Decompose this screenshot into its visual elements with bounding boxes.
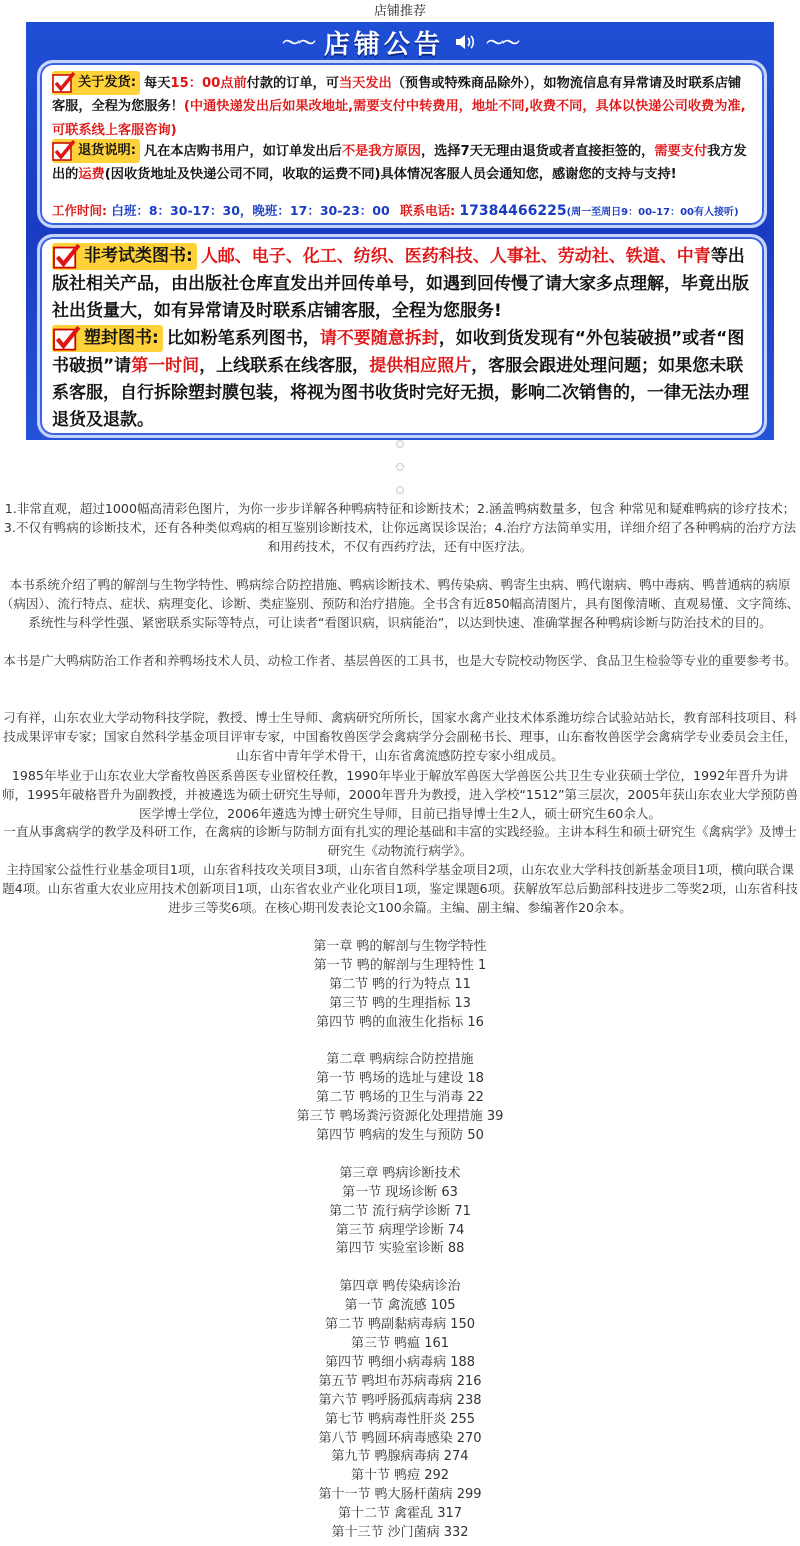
toc-section: 第六节 鸭呼肠孤病毒病 238	[318, 1392, 482, 1408]
toc-chapter: 第二章 鸭病综合防控措施	[326, 1052, 474, 1068]
shrinkwrap-books-paragraph: 塑封图书: 比如粉笔系列图书，请不要随意拆封，如收到货发现有“外包装破损”或者“图书破损”请第一时间，上线联系在线客服，提供相应照片，客服会跟进处理问题；如果您未联系客服，自行拆除塑封膜包装，将视为图书收货时完好无损，影响二次销售的，一律无法办理退货及退款。	[52, 325, 754, 434]
features-text: 1.非常直观，超过1000幅高清彩色图片，为你一步步详解各种鸭病特征和诊断技术；2.涵盖鸭病数量多，包含 种常见和疑难鸭病的诊疗技术；3.不仅有鸭病的诊断技术，还有各种类似鸡病的相互鉴别诊断技术，让你远离误诊误治；4.治疗方法简单实用，详细介绍了各种鸭病的治疗方法和用药技术，不仅有西药疗法，还有中医疗法。	[3, 501, 797, 554]
checkmark-icon	[52, 326, 82, 352]
author-career-text: 1985年毕业于山东农业大学畜牧兽医系兽医专业留校任教，1990年毕业于解放军兽医大学兽医公共卫生专业获硕士学位，1992年晋升为讲师，1995年破格晋升为副教授，并被遴选为硕士研究生导师，2000年晋升为教授，进入学校“1512”第三层次，2005年获山东农业大学预防兽医学博士学位，2006年遴选为博士研究生导师，目前已指导博士生2人，硕士研究生60余人。	[1, 768, 799, 821]
toc-section: 第三节 鸭场粪污资源化处理措施 39	[296, 1109, 504, 1125]
toc-section: 第二节 流行病学诊断 71	[329, 1203, 471, 1219]
shrinkwrap-tag: 塑封图书:	[52, 325, 163, 352]
intro-text: 本书系统介绍了鸭的解剖与生物学特性、鸭病综合防控措施、鸭病诊断技术、鸭传染病、鸭寄生虫病、鸭代谢病、鸭中毒病、鸭普通病的病原（病因）、流行特点、症状、病理变化、诊断、类症鉴别、预防和治疗措施。全书含有近850幅高清图片，具有图像清晰、直观易懂、文字简练、系统性与科学性强、紧密联系实际等特点，可让读者“看图识病，识病能治”，以达到快速、准确掌握各种鸭病诊断与防治技术的目的。	[0, 577, 800, 630]
toc-section: 第四节 鸭细小病毒病 188	[324, 1354, 476, 1370]
banner-title: 店铺公告	[323, 29, 444, 60]
toc-section: 第四节 鸭的血液生化指标 16	[316, 1014, 484, 1030]
book-policy-card	[37, 234, 767, 438]
toc-section: 第七节 鸭病毒性肝炎 255	[324, 1411, 476, 1427]
nonexam-tag: 非考试类图书:	[52, 243, 197, 270]
speaker-icon	[454, 32, 476, 52]
toc-section: 第一节 鸭的解剖与生理特性 1	[313, 957, 487, 973]
toc-section: 第四节 鸭病的发生与预防 50	[316, 1128, 484, 1144]
toc-section: 第五节 鸭坦布苏病毒病 216	[318, 1373, 482, 1389]
checkmark-icon	[52, 72, 76, 94]
toc-section: 第一节 鸭场的选址与建设 18	[316, 1071, 484, 1087]
toc-section: 第二节 鸭的行为特点 11	[329, 976, 471, 992]
toc-section: 第三节 病理学诊断 74	[335, 1222, 465, 1238]
toc-section: 第十节 鸭痘 292	[350, 1468, 450, 1484]
table-of-contents	[0, 938, 800, 1543]
toc-section: 第三节 鸭的生理指标 13	[329, 995, 471, 1011]
author-teaching-text: 一直从事禽病学的教学及科研工作，在禽病的诊断与防制方面有扎实的理论基础和丰富的实践经验。主讲本科生和硕士研究生《禽病学》及博士研究生《动物流行病学》。	[3, 824, 797, 858]
toc-section: 第十三节 沙门菌病 332	[331, 1525, 469, 1541]
store-announcement-banner	[26, 22, 774, 440]
divider-dots	[396, 440, 404, 509]
phone-number: 17384466225	[459, 203, 567, 219]
checkmark-icon	[52, 244, 82, 270]
wave-decoration-icon: 〜〜	[281, 33, 314, 54]
page-title: 店铺推荐	[373, 4, 426, 19]
toc-chapter: 第四章 鸭传染病诊治	[339, 1279, 461, 1295]
checkmark-icon	[52, 140, 76, 162]
audience-text: 本书是广大鸭病防治工作者和养鸭场技术人员、动检工作者、基层兽医的工具书，也是大专院校动物医学、食品卫生检验等专业的重要参考书。	[3, 653, 797, 668]
author-research-text: 主持国家公益性行业基金项目1项，山东省科技攻关项目3项，山东省自然科学基金项目2项，山东农业大学科技创新基金项目1项，横向联合课题4项。山东省重大农业应用技术创新项目1项，山东省农业产业化项目1项，鉴定课题6项。获解放军总后勤部科技进步二等奖2项，山东省科技进步三等奖6项。在核心期刊发表论文100余篇。主编、副主编、参编著作20余本。	[2, 862, 798, 915]
toc-chapter: 第一章 鸭的解剖与生物学特性	[313, 939, 487, 954]
shipping-paragraph: 关于发货: 每天15：00点前付款的订单，可当天发出（预售或特殊商品除外），如物流信息有异常请及时联系店铺客服，全程为您服务！(中通快递发出后如果改地址,需要支付中转费用，地址不同,收费不同，具体以快递公司收费为准,可联系线上客服咨询)	[52, 71, 754, 142]
toc-section: 第四节 实验室诊断 88	[335, 1241, 465, 1257]
toc-section: 第十二节 禽霍乱 317	[337, 1506, 463, 1522]
shipping-tag: 关于发货:	[52, 71, 140, 95]
toc-section: 第三节 鸭瘟 161	[350, 1335, 450, 1351]
toc-section: 第二节 鸭场的卫生与消毒 22	[316, 1090, 484, 1106]
nonexam-books-paragraph: 非考试类图书: 人邮、电子、化工、纺织、医药科技、人事社、劳动社、铁道、中青等出版社相关产品，由出版社仓库直发出并回传单号，如遇到回传慢了请大家多点理解，毕竟出版社出货量大，如有异常请及时联系店铺客服，全程为您服务!	[52, 243, 754, 325]
toc-section: 第一节 禽流感 105	[344, 1298, 456, 1314]
author-bio-text: 刁有祥，山东农业大学动物科技学院，教授、博士生导师、禽病研究所所长，国家水禽产业技术体系潍坊综合试验站站长，教育部科技项目、科技成果评审专家；国家自然科学基金项目评审专家，中国畜牧兽医学会禽病学分会副秘书长、理事，山东畜牧兽医学会禽病学专业委员会主任，山东省中青年学术骨干，山东省禽流感防控专家小组成员。	[3, 710, 797, 763]
shipping-info-card	[37, 60, 767, 228]
toc-section: 第二节 鸭副黏病毒病 150	[324, 1317, 476, 1333]
toc-section: 第一节 现场诊断 63	[342, 1184, 458, 1200]
toc-section: 第九节 鸭腺病毒病 274	[331, 1449, 469, 1465]
toc-chapter: 第三章 鸭病诊断技术	[339, 1165, 461, 1181]
returns-tag: 退货说明:	[52, 139, 140, 163]
wave-decoration-icon: 〜〜	[486, 33, 518, 54]
toc-section: 第十一节 鸭大肠杆菌病 299	[318, 1487, 482, 1503]
toc-section: 第八节 鸭圆环病毒感染 270	[318, 1430, 482, 1446]
returns-paragraph: 退货说明: 凡在本店购书用户，如订单发出后不是我方原因，选择7天无理由退货或者直接拒签的，需要支付我方发出的运费(因收货地址及快递公司不同，收取的运费不同)具体情况客服人员会通知您，感谢您的支持与支持!	[52, 139, 754, 187]
work-hours-line: 工作时间: 白班：8：30-17：30，晚班：17：30-23：00 联系电话: 17384466225(周一至周日9：00-17：00有人接听)	[52, 203, 739, 219]
banner-header	[26, 22, 774, 62]
